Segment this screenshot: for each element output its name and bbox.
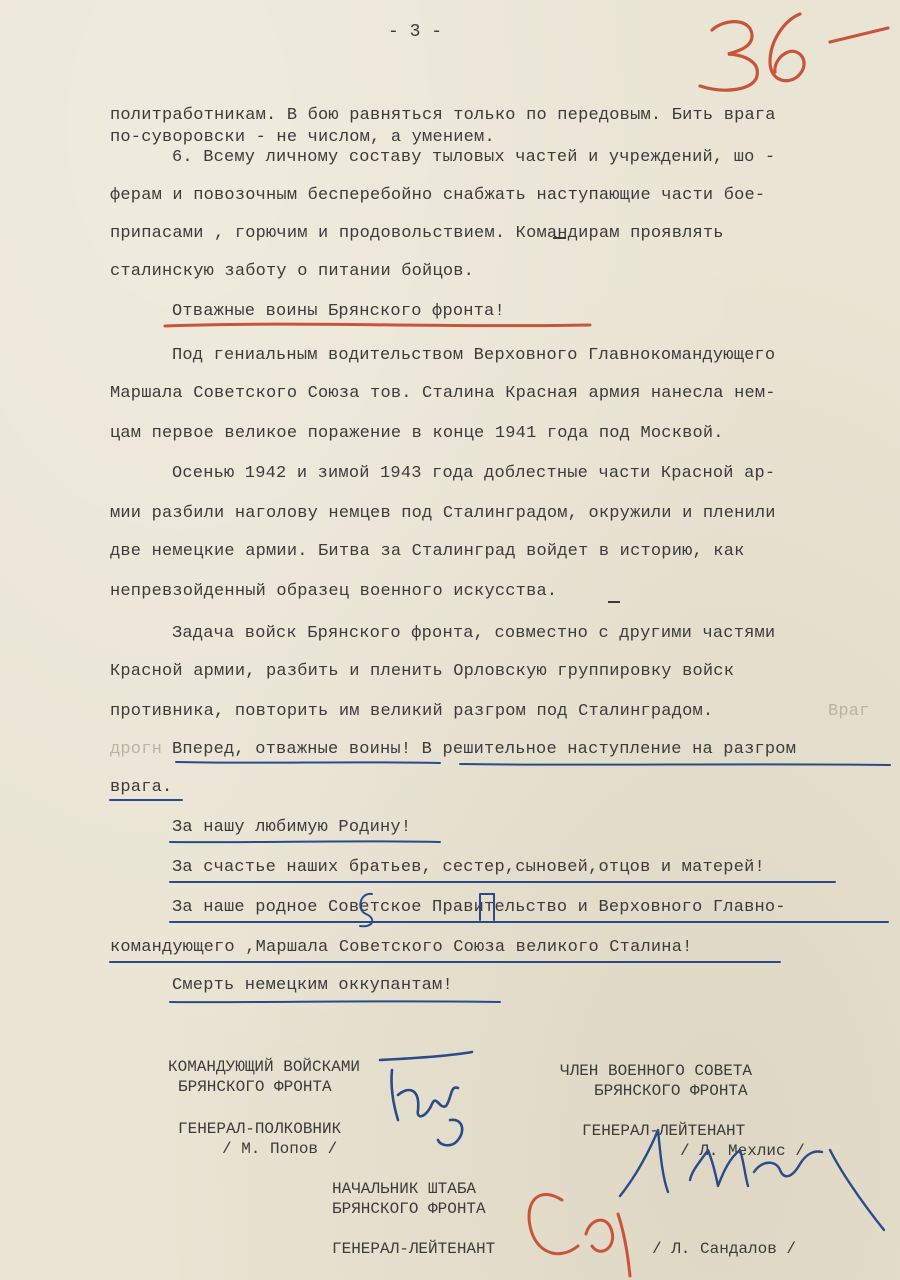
section-heading: Отважные воины Брянского фронта!	[172, 302, 505, 321]
slogan-line: командующего ,Маршала Советского Союза великого Сталина!	[110, 938, 693, 957]
council-member-front: БРЯНСКОГО ФРОНТА	[594, 1082, 748, 1100]
body-line: сталинскую заботу о питании бойцов.	[110, 262, 475, 281]
chief-of-staff-title: НАЧАЛЬНИК ШТАБА	[332, 1180, 477, 1198]
body-line: Красной армии, разбить и пленить Орловскую группировку войск	[110, 662, 735, 681]
blue-underline	[170, 881, 835, 882]
chief-of-staff-name: / Л. Сандалов /	[652, 1240, 797, 1258]
body-line: цам первое великое поражение в конце 1941 года под Москвой.	[110, 424, 724, 443]
blue-underline	[170, 921, 888, 922]
body-line: мии разбили наголову немцев под Сталинградом, окружили и пленили	[110, 504, 776, 523]
body-line: врага.	[110, 778, 173, 797]
commander-front: БРЯНСКОГО ФРОНТА	[178, 1078, 332, 1096]
blue-underline	[460, 764, 890, 765]
body-line: 6. Всему личному составу тыловых частей и учреждений, шо -	[172, 148, 776, 167]
slogan-line: Смерть немецким оккупантам!	[172, 976, 453, 995]
body-line: Вперед, отважные воины! В решительное наступление на разгром	[172, 740, 797, 759]
body-line: политработникам. В бою равняться только по передовым. Бить врага	[110, 106, 776, 125]
slogan-line: За нашу любимую Родину!	[172, 818, 412, 837]
council-member-title: ЧЛЕН ВОЕННОГО СОВЕТА	[560, 1062, 753, 1080]
struck-fragment: дрогн	[110, 740, 163, 759]
body-line: по-суворовски - не числом, а умением.	[110, 128, 495, 147]
body-line: припасами , горючим и продовольствием. Командирам проявлять	[110, 224, 724, 243]
signature-sandalov	[529, 1194, 630, 1276]
chief-of-staff-front: БРЯНСКОГО ФРОНТА	[332, 1200, 486, 1218]
struck-fragment: Враг	[828, 702, 870, 721]
blue-underline	[170, 1001, 500, 1002]
body-line: Под гениальным водительством Верховного Главнокомандующего	[172, 346, 776, 365]
body-line: ферам и повозочным бесперебойно снабжать наступающие части бое-	[110, 186, 766, 205]
body-line: противника, повторить им великий разгром под Сталинградом.	[110, 702, 714, 721]
body-line: Маршала Советского Союза тов. Сталина Красная армия нанесла нем-	[110, 384, 776, 403]
heading-underline	[165, 324, 590, 326]
signature-popov	[380, 1052, 472, 1145]
commander-title: КОМАНДУЮЩИЙ ВОЙСКАМИ	[168, 1058, 361, 1076]
slogan-line: За счастье наших братьев, сестер,сыновей,отцов и матерей!	[172, 858, 765, 877]
council-member-name: / Л. Мехлис /	[680, 1142, 805, 1160]
body-line: две немецкие армии. Битва за Сталинград войдет в историю, как	[110, 542, 745, 561]
body-line: непревзойденный образец военного искусства.	[110, 582, 558, 601]
chief-of-staff-rank: ГЕНЕРАЛ-ЛЕЙТЕНАНТ	[332, 1240, 496, 1258]
page-number: - 3 -	[388, 22, 443, 42]
body-line: Осенью 1942 и зимой 1943 года доблестные части Красной ар-	[172, 464, 776, 483]
body-line: Задача войск Брянского фронта, совместно с другими частями	[172, 624, 776, 643]
commander-rank: ГЕНЕРАЛ-ПОЛКОВНИК	[178, 1120, 342, 1138]
archive-number-handwritten	[700, 14, 888, 90]
blue-underline	[110, 961, 780, 962]
slogan-line: За наше родное Советское Правительство и Верховного Главно-	[172, 898, 786, 917]
blue-underline	[170, 841, 440, 842]
commander-name: / М. Попов /	[222, 1140, 338, 1158]
blue-underline	[176, 762, 440, 763]
council-member-rank: ГЕНЕРАЛ-ЛЕЙТЕНАНТ	[582, 1122, 746, 1140]
